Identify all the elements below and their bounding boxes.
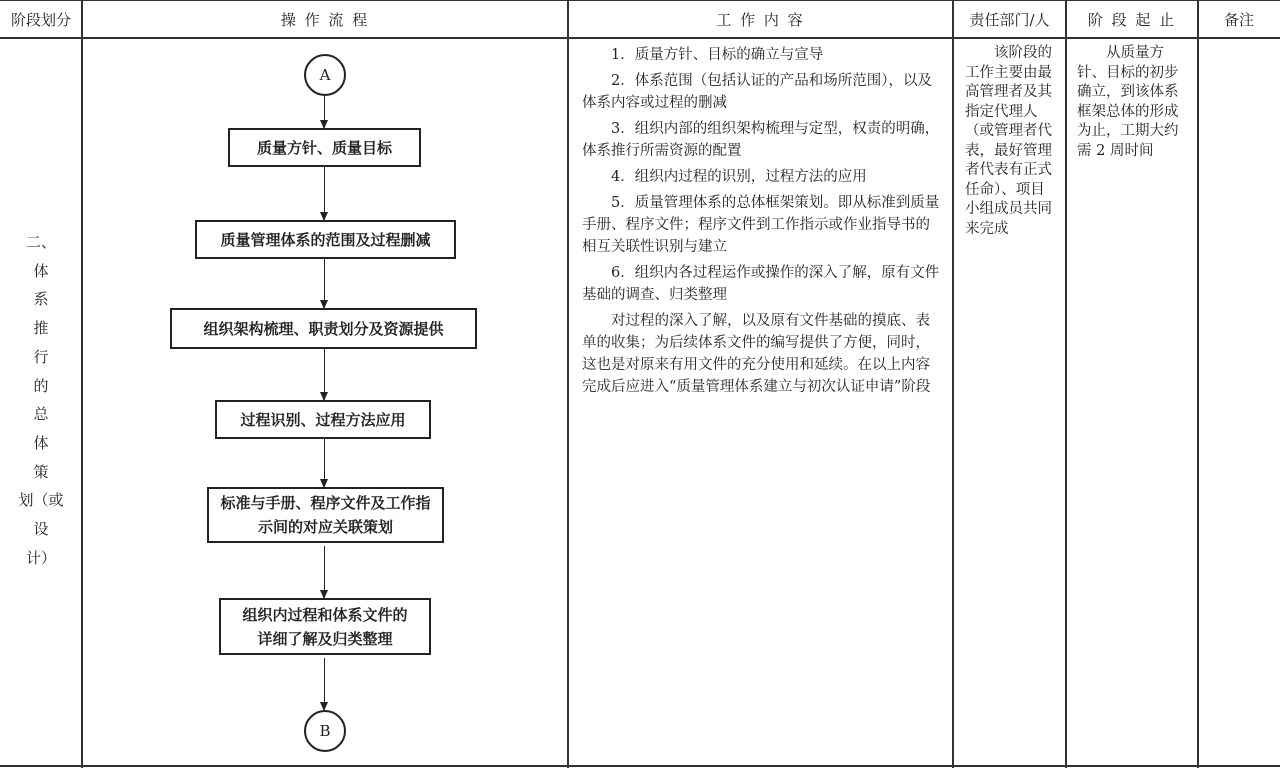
flow-arrow bbox=[324, 94, 325, 128]
work-content bbox=[582, 44, 942, 402]
header-stage: 阶段划分 bbox=[10, 10, 71, 29]
work-note: 对过程的深入了解，以及原有文件基础的摸底、表单的收集；为后续体系文件的编写提供了方便，同时，这也是对原来有用文件的充分使用和延续。在以上内容完成后应进入“质量管理体系建立与初次认证申请”阶段 bbox=[582, 313, 931, 395]
flow-step: 组织架构梳理、职责划分及资源提供 bbox=[170, 308, 477, 349]
stage-char: 设 bbox=[33, 520, 49, 539]
period-text: 从质量方针、目标的初步确立，到该体系框架总体的形成为止，工期大约需 2 周时间 bbox=[1077, 45, 1179, 159]
flow-step: 质量管理体系的范围及过程删减 bbox=[195, 220, 456, 259]
work-item: 2．体系范围（包括认证的产品和场所范围），以及体系内容或过程的删减 bbox=[582, 73, 932, 111]
stage-char: 划（或 bbox=[18, 491, 64, 510]
header-responsibility: 责任部门/人 bbox=[969, 10, 1050, 29]
stage-char: 总 bbox=[33, 405, 49, 424]
header-period: 阶 段 起 止 bbox=[1087, 10, 1177, 29]
flow-arrow bbox=[324, 258, 325, 308]
stage-char: 计） bbox=[25, 548, 56, 567]
work-item: 4．组织内过程的识别，过程方法的应用 bbox=[611, 169, 867, 185]
header-work-content: 工 作 内 容 bbox=[716, 10, 805, 29]
stage-char: 体 bbox=[33, 433, 49, 452]
col-divider bbox=[1065, 0, 1067, 768]
work-item: 6．组织内各过程运作或操作的深入了解，原有文件基础的调查、归类整理 bbox=[582, 265, 940, 303]
flow-arrow bbox=[324, 166, 325, 220]
flow-step: 组织内过程和体系文件的详细了解及归类整理 bbox=[219, 598, 431, 655]
work-item: 5．质量管理体系的总体框架策划。即从标准到质量手册、程序文件；程序文件到工作指示或作业指导书的相互关联性识别与建立 bbox=[582, 195, 940, 255]
col-divider bbox=[567, 0, 569, 768]
stage-char: 的 bbox=[33, 376, 49, 395]
col-divider bbox=[952, 0, 954, 768]
table-border-bottom bbox=[0, 765, 1280, 767]
header-remarks: 备注 bbox=[1223, 10, 1254, 29]
flow-arrow bbox=[324, 438, 325, 487]
stage-char: 二、 bbox=[25, 233, 56, 251]
flow-step: 质量方针、质量目标 bbox=[228, 128, 421, 167]
stage-char: 策 bbox=[33, 462, 49, 481]
work-item: 1．质量方针、目标的确立与宣导 bbox=[611, 47, 824, 63]
flow-connector-start: A bbox=[304, 54, 346, 96]
flow-step: 过程识别、过程方法应用 bbox=[215, 400, 431, 439]
stage-label bbox=[0, 228, 82, 572]
responsibility-text: 该阶段的工作主要由最高管理者及其指定代理人（或管理者代表，最好管理者代表有正式任命）、项目小组成员共同来完成 bbox=[965, 45, 1052, 237]
work-item: 3．组织内部的组织架构梳理与定型，权责的明确，体系推行所需资源的配置 bbox=[582, 121, 940, 159]
flow-arrow bbox=[324, 348, 325, 400]
flow-connector-end: B bbox=[304, 710, 346, 752]
flow-arrow bbox=[324, 546, 325, 598]
flow-arrow bbox=[324, 658, 325, 710]
stage-char: 行 bbox=[33, 347, 49, 366]
col-divider bbox=[1197, 0, 1199, 768]
flow-step: 标准与手册、程序文件及工作指示间的对应关联策划 bbox=[207, 487, 444, 543]
header-process: 操 作 流 程 bbox=[280, 10, 370, 29]
stage-char: 推 bbox=[33, 319, 49, 338]
stage-char: 体 bbox=[33, 261, 49, 280]
stage-char: 系 bbox=[33, 290, 49, 309]
